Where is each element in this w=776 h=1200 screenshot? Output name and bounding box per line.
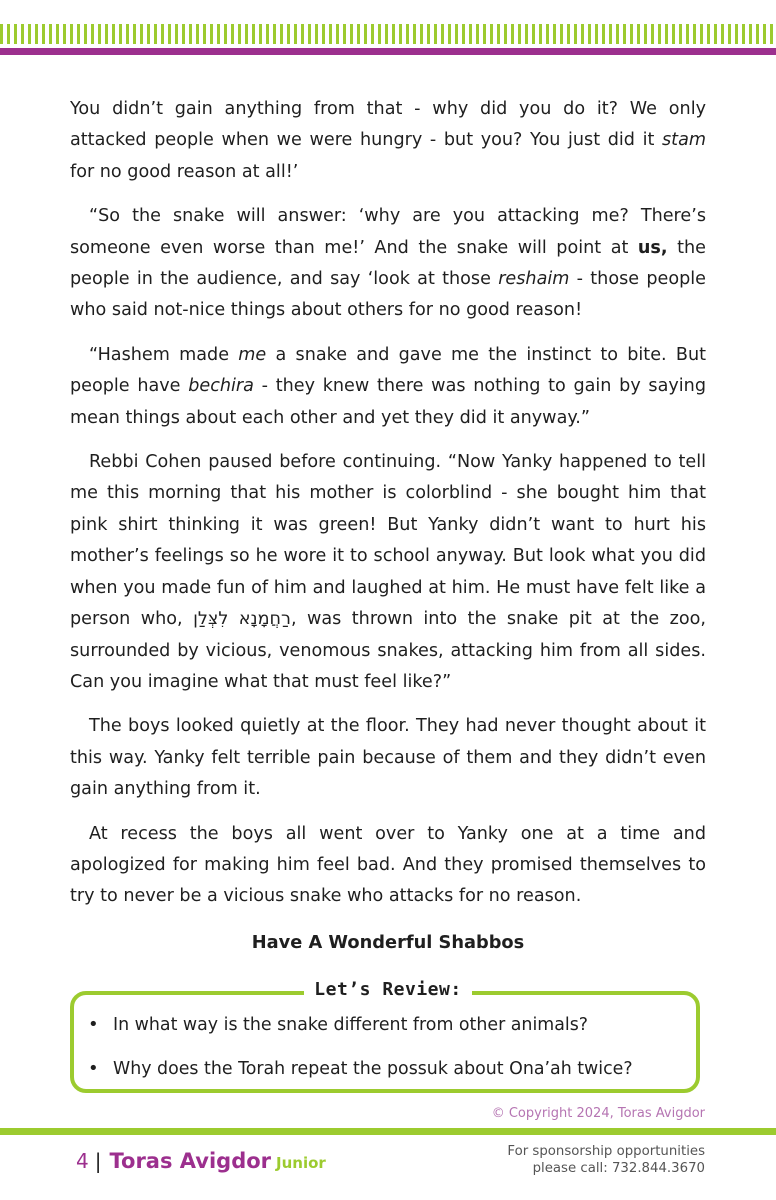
footer-branding (76, 1146, 326, 1176)
bold-text: us, (637, 237, 668, 258)
paragraph-2 (70, 201, 706, 327)
review-list (88, 1014, 688, 1102)
text-run: , was thrown into the snake pit at the zoo, surrounded by vicious, venomous snakes, attacking him from all sides. Can you imagine what that must feel like?” (70, 609, 706, 692)
hebrew-phrase: רַחֲמָנָא לִצְּלַן (193, 609, 291, 630)
text-run: for no good reason at all!’ (70, 161, 299, 182)
text-run: At recess the boys all went over to Yanky one at a time and apologized for making him feel bad. And they promised themselves to try to never be a vicious snake who attacks for no reason. (70, 823, 706, 907)
paragraph-1 (70, 94, 706, 188)
story-body (70, 94, 706, 926)
page-number: 4 (76, 1149, 89, 1173)
text-run: You didn’t gain anything from that - why did you do it? We only attacked people when we were hungry - but you? You just did it (70, 99, 706, 151)
bottom-rule (0, 1128, 776, 1135)
text-run: “Hashem made (89, 344, 239, 365)
closing-line: Have A Wonderful Shabbos (251, 932, 525, 953)
text-run: - those people who said not-nice things about others for no good reason! (70, 269, 706, 321)
review-heading (0, 979, 776, 1000)
italic-text: me (238, 344, 267, 365)
text-run: - they knew there was nothing to gain by saying mean things about each other and yet they did it anyway.” (70, 376, 706, 428)
paragraph-5 (70, 711, 706, 805)
sponsorship-line-1: For sponsorship opportunities (507, 1144, 705, 1159)
paragraph-6 (70, 819, 706, 913)
text-run: the people in the audience, and say ‘look at those (70, 237, 706, 290)
review-item: • Why does the Torah repeat the possuk about Ona’ah twice? (88, 1058, 688, 1080)
italic-text: reshaim (498, 269, 570, 290)
italic-text: stam (662, 130, 706, 151)
text-run: “So the snake will answer: ‘why are you attacking me? There’s someone even worse than me!’ And the snake will point at (70, 206, 706, 258)
italic-text: bechira (188, 376, 254, 397)
text-run: a snake and gave me the instinct to bite. But people have (70, 344, 706, 397)
copyright-notice: © Copyright 2024, Toras Avigdor (491, 1106, 705, 1121)
review-item: • In what way is the snake different from other animals? (88, 1014, 688, 1036)
text-run: Rebbi Cohen paused before continuing. “Now Yanky happened to tell me this morning that his mother is colorblind - she bought him that pink shirt thinking it was green! But Yanky didn’t want to hurt his mother’s feelings so he wore it to school anyway. But look what you did when you made fun of him and laughed at him. He must have felt like a person who, (70, 452, 706, 630)
top-tick-border (0, 24, 776, 44)
paragraph-4 (70, 447, 706, 698)
top-rule (0, 48, 776, 55)
sponsorship-line-2: please call: 732.844.3670 (532, 1161, 705, 1176)
brand-logo-sub: Junior (276, 1154, 326, 1172)
paragraph-3 (70, 340, 706, 434)
review-title: Let’s Review: (304, 979, 471, 1000)
brand-logo-main: Toras Avigdor (109, 1149, 272, 1173)
text-run: The boys looked quietly at the floor. They had never thought about it this way. Yanky felt terrible pain because of them and they didn’t even gain anything from it. (70, 716, 706, 800)
footer-separator: | (94, 1149, 102, 1173)
sponsorship-info (507, 1143, 705, 1177)
